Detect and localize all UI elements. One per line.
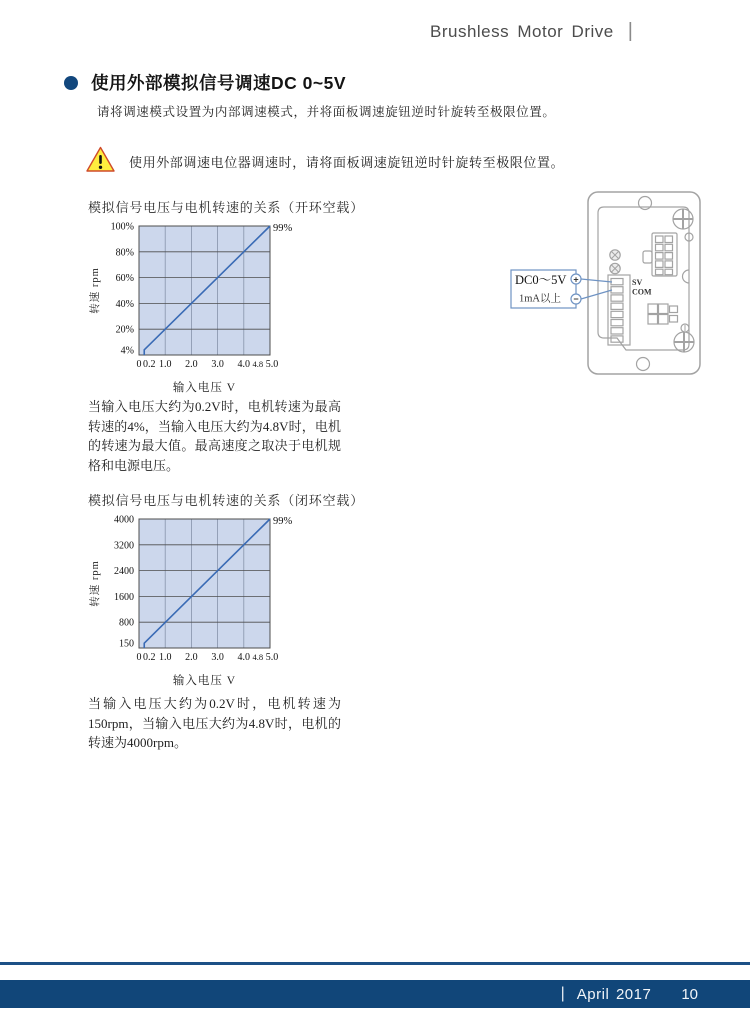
x-tick-label: 1.0 [158,652,172,663]
paragraph-closed-loop: 当输入电压大约为0.2V时，电机转速为150rpm，当输入电压大约为4.8V时，电机的转速为4000rpm。 [88,696,341,750]
header-title: Brushless Motor Drive [430,21,614,41]
footer-rule [0,962,750,965]
footer-page-number: 10 [681,985,698,1003]
x-axis-label: 输入电压 V [172,382,237,394]
section-title: 使用外部模拟信号调速DC 0~5V [91,73,346,93]
x-tick-label: 4.0 [237,359,251,370]
line-end-label: 99% [273,223,293,234]
x-tick-label: 0 [136,652,142,663]
x-tick-label: 0.2 [142,359,156,370]
pin-label-com: COM [632,287,652,297]
y-tick-label: 4% [120,345,134,357]
y-tick-label: 1600 [114,591,134,603]
x-tick-label: 2.0 [185,359,198,370]
chart-title-open-loop: 模拟信号电压与电机转速的关系（开环空载） [88,200,365,215]
y-tick-label: 2400 [114,566,134,578]
y-tick-label: 40% [115,298,134,310]
x-tick-label: 5.0 [265,652,279,663]
page-header [430,20,633,43]
y-axis-label: 转速 rpm [90,267,101,314]
x-tick-label: 3.0 [211,359,224,370]
closed-loop-chart [85,510,335,688]
x-tick-label: 2.0 [185,652,198,663]
section-heading [64,70,346,95]
footer-date: April 2017 [576,985,652,1003]
x-tick-label: 4.0 [237,652,251,663]
y-tick-label: 20% [115,324,134,336]
y-tick-label: 800 [119,617,134,629]
screw-bottom-right-icon [674,332,694,352]
x-tick-label: 0 [136,359,142,370]
bullet-icon [64,76,78,90]
x-tick-label: 4.8 [252,652,264,662]
x-tick-label: 1.0 [158,359,172,370]
y-tick-label: 150 [119,638,134,650]
minus-sign: − [573,294,579,305]
open-loop-chart-svg [85,217,335,395]
source-voltage-label: DC0～5V [515,273,567,287]
open-loop-chart [85,217,335,395]
x-tick-label: 4.8 [252,359,264,369]
x-axis-label: 输入电压 V [172,675,237,687]
drive-panel-diagram [498,182,708,382]
pin-label-sv: SV [632,278,643,287]
y-tick-label: 4000 [114,514,134,526]
y-tick-label: 80% [115,247,134,259]
x-tick-label: 3.0 [211,652,224,663]
y-axis-label: 转速 rpm [90,560,101,607]
intro-paragraph: 请将调速模式设置为内部调速模式，并将面板调速旋钮逆时针旋转至极限位置。 [97,105,556,119]
y-tick-label: 100% [110,221,134,233]
exclamation-bar [99,155,102,164]
warning-icon [85,145,116,174]
warning-note [85,145,564,174]
y-tick-label: 60% [115,273,134,285]
footer-bar [0,980,750,1008]
source-current-label: 1mA以上 [519,293,561,305]
chart-title-closed-loop: 模拟信号电压与电机转速的关系（闭环空载） [88,493,365,508]
warning-text: 使用外部调速电位器调速时，请将面板调速旋钮逆时针旋转至极限位置。 [129,155,565,170]
plus-sign: + [573,274,579,285]
paragraph-open-loop: 当输入电压大约为0.2V时，电机转速为最高转速的4%，当输入电压大约为4.8V时，电机的转速为最大值。最高速度之取决于电机规格和电源电压。 [88,399,341,473]
exclamation-dot [99,166,102,169]
header-divider: | [627,20,633,42]
x-tick-label: 5.0 [265,359,279,370]
line-end-label: 99% [273,516,293,527]
x-tick-label: 0.2 [142,652,156,663]
closed-loop-chart-svg [85,510,335,688]
footer-divider: | [560,985,565,1002]
y-tick-label: 3200 [114,540,134,552]
screw-top-right-icon [673,209,693,229]
